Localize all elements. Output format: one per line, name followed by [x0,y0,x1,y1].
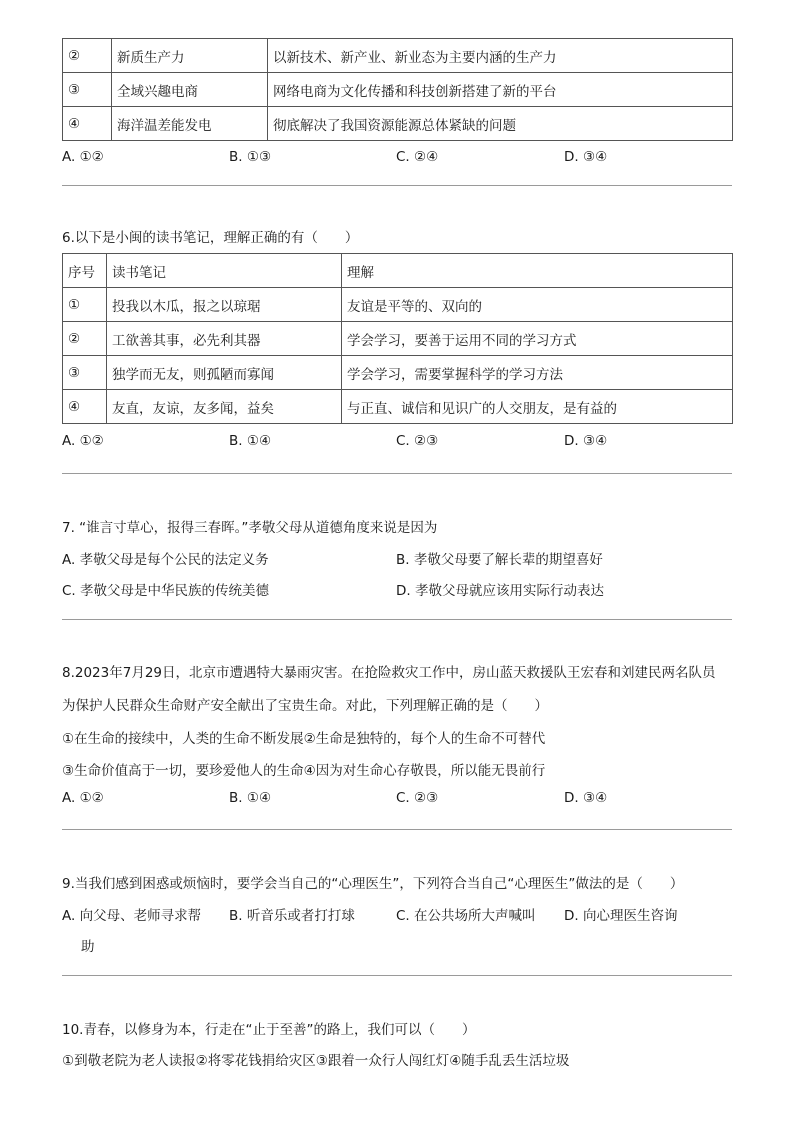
q8-statement-2: ③生命价值高于一切，要珍爱他人的生命④因为对生命心存敬畏，所以能无畏前行 [62,763,546,779]
table-row [63,390,733,424]
table-row [63,356,733,390]
q5-option-d[interactable]: D. ③④ [564,149,608,165]
q7-option-a[interactable]: A. 孝敬父母是每个公民的法定义务 [62,552,269,568]
q9-option-a[interactable]: A. 向父母、老师寻求帮 [62,908,202,924]
q8-stem-line2: 为保护人民群众生命财产安全献出了宝贵生命。对此，下列理解正确的是（ ） [62,698,548,714]
q10-stem: 10.青春，以修身为本，行走在“止于至善”的路上，我们可以（ ） [62,1022,476,1038]
q5-cell-desc: 彻底解决了我国资源能源总体紧缺的问题 [268,107,733,141]
q10-statements: ①到敬老院为老人读报②将零花钱捐给灾区③跟着一众行人闯红灯④随手乱丢生活垃圾 [62,1053,570,1069]
q9-option-c[interactable]: C. 在公共场所大声喊叫 [396,908,536,924]
divider [62,473,732,474]
divider [62,829,732,830]
q9-option-a-wrap: 助 [81,939,95,955]
q5-cell-item: 海洋温差能发电 [112,107,268,141]
q8-option-a[interactable]: A. ①② [62,790,104,806]
q6-cell-note: 工欲善其事，必先利其器 [107,322,342,356]
q6-cell-understanding: 与正直、诚信和见识广的人交朋友，是有益的 [342,390,733,424]
q6-stem: 6.以下是小闽的读书笔记，理解正确的有（ ） [62,230,359,246]
q9-option-d[interactable]: D. 向心理医生咨询 [564,908,678,924]
q7-stem: 7. “谁言寸草心，报得三春晖。”孝敬父母从道德角度来说是因为 [62,520,438,536]
q5-cell-item: 全域兴趣电商 [112,73,268,107]
q6-option-c[interactable]: C. ②③ [396,433,439,449]
q9-stem: 9.当我们感到困惑或烦恼时，要学会当自己的“心理医生”，下列符合当自己“心理医生”做法的是（ ） [62,876,684,892]
q6-option-b[interactable]: B. ①④ [229,433,272,449]
table-row [63,39,733,73]
q6-cell-num: ③ [63,356,107,390]
q8-option-d[interactable]: D. ③④ [564,790,608,806]
q6-cell-num: ④ [63,390,107,424]
q6-header-note: 读书笔记 [107,254,342,288]
q7-option-c[interactable]: C. 孝敬父母是中华民族的传统美德 [62,583,270,599]
divider [62,975,732,976]
q6-header-num: 序号 [63,254,107,288]
q8-statement-1: ①在生命的接续中，人类的生命不断发展②生命是独特的，每个人的生命不可替代 [62,731,546,747]
q6-cell-num: ② [63,322,107,356]
q6-cell-understanding: 学会学习，要善于运用不同的学习方式 [342,322,733,356]
q5-option-c[interactable]: C. ②④ [396,149,439,165]
q6-header-understanding: 理解 [342,254,733,288]
q6-table [62,253,733,424]
q6-cell-note: 投我以木瓜，报之以琼琚 [107,288,342,322]
divider [62,185,732,186]
q5-cell-num: ② [63,39,112,73]
q6-cell-note: 独学而无友，则孤陋而寡闻 [107,356,342,390]
q5-cell-num: ③ [63,73,112,107]
q5-cell-item: 新质生产力 [112,39,268,73]
q5-cell-desc: 网络电商为文化传播和科技创新搭建了新的平台 [268,73,733,107]
q6-cell-num: ① [63,288,107,322]
q8-option-c[interactable]: C. ②③ [396,790,439,806]
table-header-row [63,254,733,288]
q5-option-a[interactable]: A. ①② [62,149,104,165]
q8-option-b[interactable]: B. ①④ [229,790,272,806]
table-row [63,73,733,107]
q6-cell-understanding: 学会学习，需要掌握科学的学习方法 [342,356,733,390]
q6-cell-understanding: 友谊是平等的、双向的 [342,288,733,322]
q6-option-d[interactable]: D. ③④ [564,433,608,449]
table-row [63,107,733,141]
q5-option-b[interactable]: B. ①③ [229,149,272,165]
table-row [63,288,733,322]
q7-option-b[interactable]: B. 孝敬父母要了解长辈的期望喜好 [396,552,603,568]
q6-cell-note: 友直，友谅，友多闻，益矣 [107,390,342,424]
q5-cell-desc: 以新技术、新产业、新业态为主要内涵的生产力 [268,39,733,73]
divider [62,619,732,620]
q5-cell-num: ④ [63,107,112,141]
q6-option-a[interactable]: A. ①② [62,433,104,449]
q5-table [62,38,733,141]
q8-stem-line1: 8.2023年7月29日，北京市遭遇特大暴雨灾害。在抢险救灾工作中，房山蓝天救援队王宏春和刘建民两名队员 [62,665,716,681]
q9-option-b[interactable]: B. 听音乐或者打打球 [229,908,355,924]
q7-option-d[interactable]: D. 孝敬父母就应该用实际行动表达 [396,583,604,599]
table-row [63,322,733,356]
